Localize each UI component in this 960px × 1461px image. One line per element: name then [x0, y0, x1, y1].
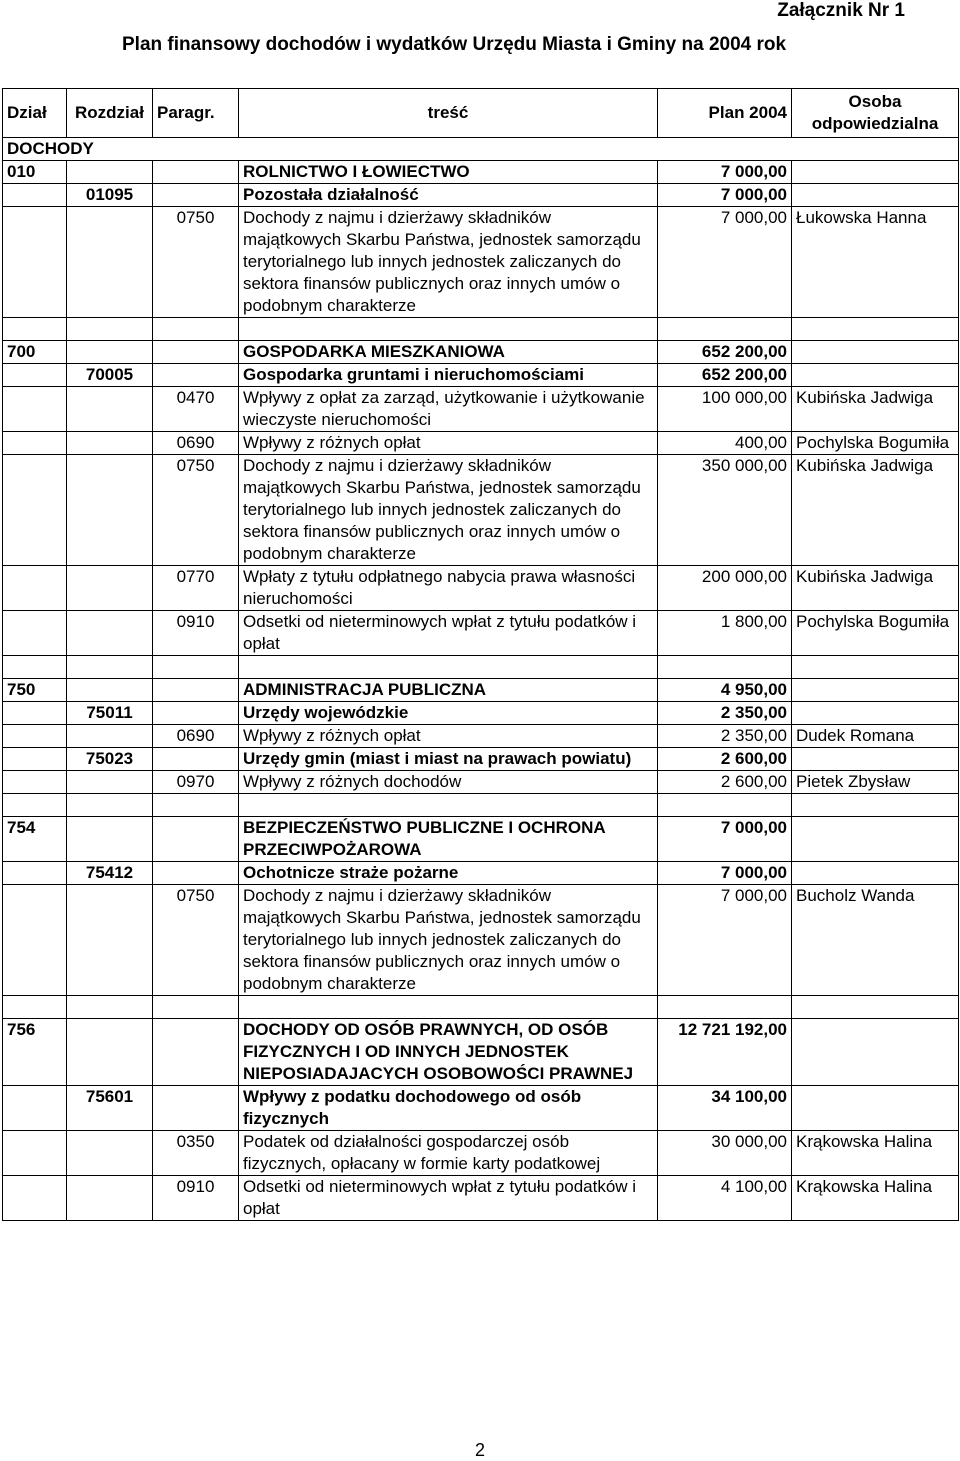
cell-tresc: ADMINISTRACJA PUBLICZNA [239, 679, 658, 702]
cell-dzial: 750 [3, 679, 67, 702]
cell-tresc: Wpływy z różnych opłat [239, 725, 658, 748]
cell-plan: 400,00 [658, 432, 792, 455]
spacer-cell [658, 996, 792, 1019]
spacer-cell [658, 318, 792, 341]
table-row-dzial [3, 161, 959, 184]
table-row-paragraf [3, 455, 959, 566]
cell-tresc: Dochody z najmu i dzierżawy składników majątkowych Skarbu Państwa, jednostek samorządu terytorialnego lub innych jednostek zaliczanych do sektora finansów publicznych oraz innych umów o podobnym charakterze [239, 885, 658, 996]
cell-paragraf [153, 1086, 239, 1131]
cell-tresc: BEZPIECZEŃSTWO PUBLICZNE I OCHRONA PRZECIWPOŻAROWA [239, 817, 658, 862]
cell-rozdzial [67, 611, 153, 656]
cell-plan: 7 000,00 [658, 885, 792, 996]
cell-tresc: Ochotnicze straże pożarne [239, 862, 658, 885]
cell-plan: 2 600,00 [658, 748, 792, 771]
cell-tresc: Gospodarka gruntami i nieruchomościami [239, 364, 658, 387]
cell-plan: 350 000,00 [658, 455, 792, 566]
cell-tresc: DOCHODY OD OSÓB PRAWNYCH, OD OSÓB FIZYCZNYCH I OD INNYCH JEDNOSTEK NIEPOSIADAJACYCH OSOBOWOŚCI PRAWNEJ [239, 1019, 658, 1086]
cell-paragraf: 0750 [153, 455, 239, 566]
spacer-cell [153, 318, 239, 341]
cell-paragraf: 0690 [153, 725, 239, 748]
cell-dzial [3, 432, 67, 455]
cell-plan: 2 350,00 [658, 725, 792, 748]
table-row-paragraf [3, 725, 959, 748]
cell-rozdzial: 75023 [67, 748, 153, 771]
cell-paragraf [153, 1019, 239, 1086]
cell-rozdzial [67, 432, 153, 455]
cell-tresc: Wpływy z różnych opłat [239, 432, 658, 455]
cell-paragraf: 0750 [153, 885, 239, 996]
spacer-cell [792, 996, 959, 1019]
cell-osoba [792, 184, 959, 207]
cell-paragraf: 0910 [153, 611, 239, 656]
table-row-paragraf [3, 432, 959, 455]
cell-osoba [792, 161, 959, 184]
spacer-cell [792, 318, 959, 341]
table-row-rozdzial [3, 702, 959, 725]
table-row-paragraf [3, 771, 959, 794]
cell-dzial [3, 1176, 67, 1221]
cell-plan: 7 000,00 [658, 184, 792, 207]
table-row-paragraf [3, 885, 959, 996]
cell-osoba: Bucholz Wanda [792, 885, 959, 996]
cell-rozdzial: 70005 [67, 364, 153, 387]
cell-osoba: Kubińska Jadwiga [792, 566, 959, 611]
cell-dzial: 756 [3, 1019, 67, 1086]
table-row-rozdzial [3, 1086, 959, 1131]
cell-paragraf: 0770 [153, 566, 239, 611]
spacer-cell [239, 656, 658, 679]
header-osoba: Osoba odpowiedzialna [792, 89, 959, 138]
cell-dzial [3, 702, 67, 725]
spacer-cell [3, 318, 67, 341]
cell-tresc: Wpływy z opłat za zarząd, użytkowanie i użytkowanie wieczyste nieruchomości [239, 387, 658, 432]
header-rozdzial: Rozdział [67, 89, 153, 138]
cell-plan: 2 350,00 [658, 702, 792, 725]
spacer-cell [239, 794, 658, 817]
spacer-cell [658, 656, 792, 679]
cell-rozdzial [67, 161, 153, 184]
cell-tresc: Odsetki od nieterminowych wpłat z tytułu podatków i opłat [239, 611, 658, 656]
spacer-cell [153, 794, 239, 817]
header-plan: Plan 2004 [658, 89, 792, 138]
cell-plan: 200 000,00 [658, 566, 792, 611]
cell-tresc: Urzędy wojewódzkie [239, 702, 658, 725]
table-row-rozdzial [3, 748, 959, 771]
table-header-row [3, 89, 959, 138]
cell-rozdzial [67, 1176, 153, 1221]
cell-plan: 1 800,00 [658, 611, 792, 656]
spacer-cell [67, 318, 153, 341]
table-row-paragraf [3, 387, 959, 432]
cell-rozdzial [67, 566, 153, 611]
cell-rozdzial: 75601 [67, 1086, 153, 1131]
cell-dzial: 700 [3, 341, 67, 364]
cell-rozdzial: 75011 [67, 702, 153, 725]
cell-plan: 652 200,00 [658, 364, 792, 387]
header-tresc: treść [239, 89, 658, 138]
table-row-rozdzial [3, 862, 959, 885]
cell-dzial [3, 862, 67, 885]
cell-osoba: Pochylska Bogumiła [792, 611, 959, 656]
cell-tresc: Wpłaty z tytułu odpłatnego nabycia prawa własności nieruchomości [239, 566, 658, 611]
cell-tresc: Urzędy gmin (miast i miast na prawach powiatu) [239, 748, 658, 771]
cell-dzial [3, 1131, 67, 1176]
cell-tresc: Pozostała działalność [239, 184, 658, 207]
cell-dzial: 754 [3, 817, 67, 862]
cell-tresc: Wpływy z różnych dochodów [239, 771, 658, 794]
cell-osoba [792, 1086, 959, 1131]
spacer-cell [3, 656, 67, 679]
cell-dzial [3, 455, 67, 566]
header-paragraf: Paragr. [153, 89, 239, 138]
cell-osoba [792, 817, 959, 862]
cell-rozdzial [67, 341, 153, 364]
cell-plan: 7 000,00 [658, 161, 792, 184]
cell-paragraf [153, 184, 239, 207]
spacer-cell [67, 656, 153, 679]
cell-osoba: Pochylska Bogumiła [792, 432, 959, 455]
table-row-paragraf [3, 207, 959, 318]
cell-paragraf [153, 748, 239, 771]
cell-plan: 7 000,00 [658, 862, 792, 885]
cell-rozdzial: 01095 [67, 184, 153, 207]
cell-plan: 4 100,00 [658, 1176, 792, 1221]
cell-osoba [792, 1019, 959, 1086]
cell-tresc: Podatek od działalności gospodarczej osób fizycznych, opłacany w formie karty podatkowej [239, 1131, 658, 1176]
cell-paragraf [153, 817, 239, 862]
cell-paragraf [153, 161, 239, 184]
spacer-cell [792, 794, 959, 817]
cell-paragraf: 0690 [153, 432, 239, 455]
cell-osoba: Dudek Romana [792, 725, 959, 748]
cell-tresc: GOSPODARKA MIESZKANIOWA [239, 341, 658, 364]
cell-rozdzial: 75412 [67, 862, 153, 885]
cell-dzial [3, 387, 67, 432]
spacer-cell [658, 794, 792, 817]
cell-dzial [3, 885, 67, 996]
table-row-paragraf [3, 1131, 959, 1176]
cell-dzial [3, 1086, 67, 1131]
section-row [3, 138, 959, 161]
cell-plan: 100 000,00 [658, 387, 792, 432]
spacer-cell [67, 996, 153, 1019]
cell-dzial: 010 [3, 161, 67, 184]
header-dzial: Dział [3, 89, 67, 138]
cell-paragraf [153, 862, 239, 885]
cell-plan: 4 950,00 [658, 679, 792, 702]
cell-plan: 2 600,00 [658, 771, 792, 794]
cell-rozdzial [67, 771, 153, 794]
spacer-row [3, 318, 959, 341]
table-row-paragraf [3, 1176, 959, 1221]
cell-tresc: Odsetki od nieterminowych wpłat z tytułu podatków i opłat [239, 1176, 658, 1221]
annex-label: Załącznik Nr 1 [777, 0, 905, 21]
cell-osoba: Krąkowska Halina [792, 1176, 959, 1221]
spacer-row [3, 794, 959, 817]
cell-paragraf [153, 702, 239, 725]
cell-rozdzial [67, 1131, 153, 1176]
table-row-dzial [3, 341, 959, 364]
cell-plan: 12 721 192,00 [658, 1019, 792, 1086]
budget-table [2, 88, 959, 1221]
table-row-dzial [3, 1019, 959, 1086]
section-label: DOCHODY [3, 138, 959, 161]
cell-tresc: Wpływy z podatku dochodowego od osób fizycznych [239, 1086, 658, 1131]
spacer-cell [67, 794, 153, 817]
cell-osoba: Kubińska Jadwiga [792, 387, 959, 432]
cell-dzial [3, 748, 67, 771]
cell-osoba [792, 702, 959, 725]
cell-rozdzial [67, 207, 153, 318]
spacer-cell [153, 996, 239, 1019]
cell-osoba: Pietek Zbysław [792, 771, 959, 794]
cell-rozdzial [67, 817, 153, 862]
cell-paragraf [153, 364, 239, 387]
table-row-paragraf [3, 611, 959, 656]
page-number: 2 [475, 1440, 486, 1460]
table-row-dzial [3, 679, 959, 702]
cell-paragraf: 0750 [153, 207, 239, 318]
cell-osoba [792, 341, 959, 364]
spacer-cell [3, 794, 67, 817]
cell-osoba: Krąkowska Halina [792, 1131, 959, 1176]
cell-dzial [3, 771, 67, 794]
cell-plan: 30 000,00 [658, 1131, 792, 1176]
cell-plan: 7 000,00 [658, 817, 792, 862]
spacer-cell [153, 656, 239, 679]
cell-osoba [792, 748, 959, 771]
table-row-rozdzial [3, 184, 959, 207]
cell-tresc: Dochody z najmu i dzierżawy składników majątkowych Skarbu Państwa, jednostek samorządu terytorialnego lub innych jednostek zaliczanych do sektora finansów publicznych oraz innych umów o podobnym charakterze [239, 207, 658, 318]
cell-dzial [3, 725, 67, 748]
cell-paragraf [153, 679, 239, 702]
table-row-paragraf [3, 566, 959, 611]
spacer-cell [3, 996, 67, 1019]
cell-paragraf [153, 341, 239, 364]
table-row-rozdzial [3, 364, 959, 387]
spacer-cell [239, 996, 658, 1019]
cell-rozdzial [67, 1019, 153, 1086]
spacer-cell [239, 318, 658, 341]
cell-rozdzial [67, 679, 153, 702]
cell-osoba: Łukowska Hanna [792, 207, 959, 318]
spacer-cell [792, 656, 959, 679]
cell-plan: 652 200,00 [658, 341, 792, 364]
cell-tresc: ROLNICTWO I ŁOWIECTWO [239, 161, 658, 184]
cell-dzial [3, 364, 67, 387]
cell-rozdzial [67, 455, 153, 566]
cell-osoba [792, 364, 959, 387]
cell-osoba [792, 679, 959, 702]
cell-dzial [3, 207, 67, 318]
table-row-dzial [3, 817, 959, 862]
spacer-row [3, 996, 959, 1019]
cell-paragraf: 0910 [153, 1176, 239, 1221]
cell-rozdzial [67, 885, 153, 996]
cell-dzial [3, 184, 67, 207]
cell-plan: 7 000,00 [658, 207, 792, 318]
spacer-row [3, 656, 959, 679]
cell-paragraf: 0350 [153, 1131, 239, 1176]
cell-tresc: Dochody z najmu i dzierżawy składników majątkowych Skarbu Państwa, jednostek samorządu terytorialnego lub innych jednostek zaliczanych do sektora finansów publicznych oraz innych umów o podobnym charakterze [239, 455, 658, 566]
document-title: Plan finansowy dochodów i wydatków Urzędu Miasta i Gminy na 2004 rok [122, 34, 787, 55]
cell-rozdzial [67, 387, 153, 432]
cell-dzial [3, 611, 67, 656]
cell-plan: 34 100,00 [658, 1086, 792, 1131]
cell-dzial [3, 566, 67, 611]
cell-osoba: Kubińska Jadwiga [792, 455, 959, 566]
cell-osoba [792, 862, 959, 885]
cell-paragraf: 0970 [153, 771, 239, 794]
cell-paragraf: 0470 [153, 387, 239, 432]
cell-rozdzial [67, 725, 153, 748]
